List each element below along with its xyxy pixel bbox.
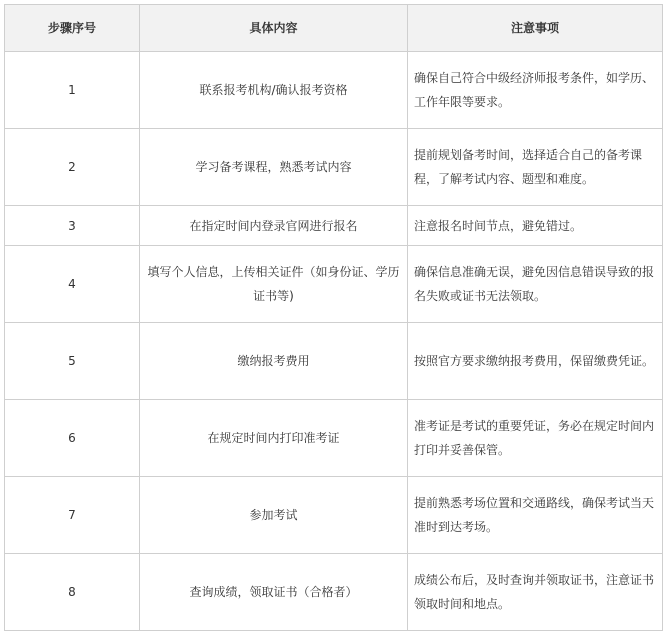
step-content: 联系报考机构/确认报考资格 — [140, 52, 408, 129]
table-row — [5, 554, 663, 631]
step-number: 7 — [5, 477, 140, 554]
step-number: 3 — [5, 206, 140, 246]
table-row — [5, 477, 663, 554]
steps-table — [4, 4, 663, 631]
table-row — [5, 206, 663, 246]
step-note: 注意报名时间节点，避免错过。 — [408, 206, 663, 246]
table-row — [5, 129, 663, 206]
steps-table-container — [4, 4, 663, 631]
table-row — [5, 400, 663, 477]
step-content: 参加考试 — [140, 477, 408, 554]
step-note: 确保自己符合中级经济师报考条件，如学历、工作年限等要求。 — [408, 52, 663, 129]
table-header-row — [5, 5, 663, 52]
step-number: 1 — [5, 52, 140, 129]
step-note: 提前熟悉考场位置和交通路线，确保考试当天准时到达考场。 — [408, 477, 663, 554]
step-number: 6 — [5, 400, 140, 477]
step-content: 缴纳报考费用 — [140, 323, 408, 400]
step-note: 按照官方要求缴纳报考费用，保留缴费凭证。 — [408, 323, 663, 400]
step-number: 2 — [5, 129, 140, 206]
step-content: 查询成绩，领取证书（合格者） — [140, 554, 408, 631]
step-note: 准考证是考试的重要凭证，务必在规定时间内打印并妥善保管。 — [408, 400, 663, 477]
header-step: 步骤序号 — [5, 5, 140, 52]
step-note: 成绩公布后，及时查询并领取证书，注意证书领取时间和地点。 — [408, 554, 663, 631]
header-note: 注意事项 — [408, 5, 663, 52]
step-content: 在指定时间内登录官网进行报名 — [140, 206, 408, 246]
step-number: 4 — [5, 246, 140, 323]
step-content: 学习备考课程，熟悉考试内容 — [140, 129, 408, 206]
step-note: 提前规划备考时间，选择适合自己的备考课程，了解考试内容、题型和难度。 — [408, 129, 663, 206]
step-note: 确保信息准确无误，避免因信息错误导致的报名失败或证书无法领取。 — [408, 246, 663, 323]
table-row — [5, 246, 663, 323]
step-content: 在规定时间内打印准考证 — [140, 400, 408, 477]
table-row — [5, 323, 663, 400]
step-number: 8 — [5, 554, 140, 631]
header-content: 具体内容 — [140, 5, 408, 52]
table-row — [5, 52, 663, 129]
step-content: 填写个人信息，上传相关证件（如身份证、学历证书等) — [140, 246, 408, 323]
step-number: 5 — [5, 323, 140, 400]
